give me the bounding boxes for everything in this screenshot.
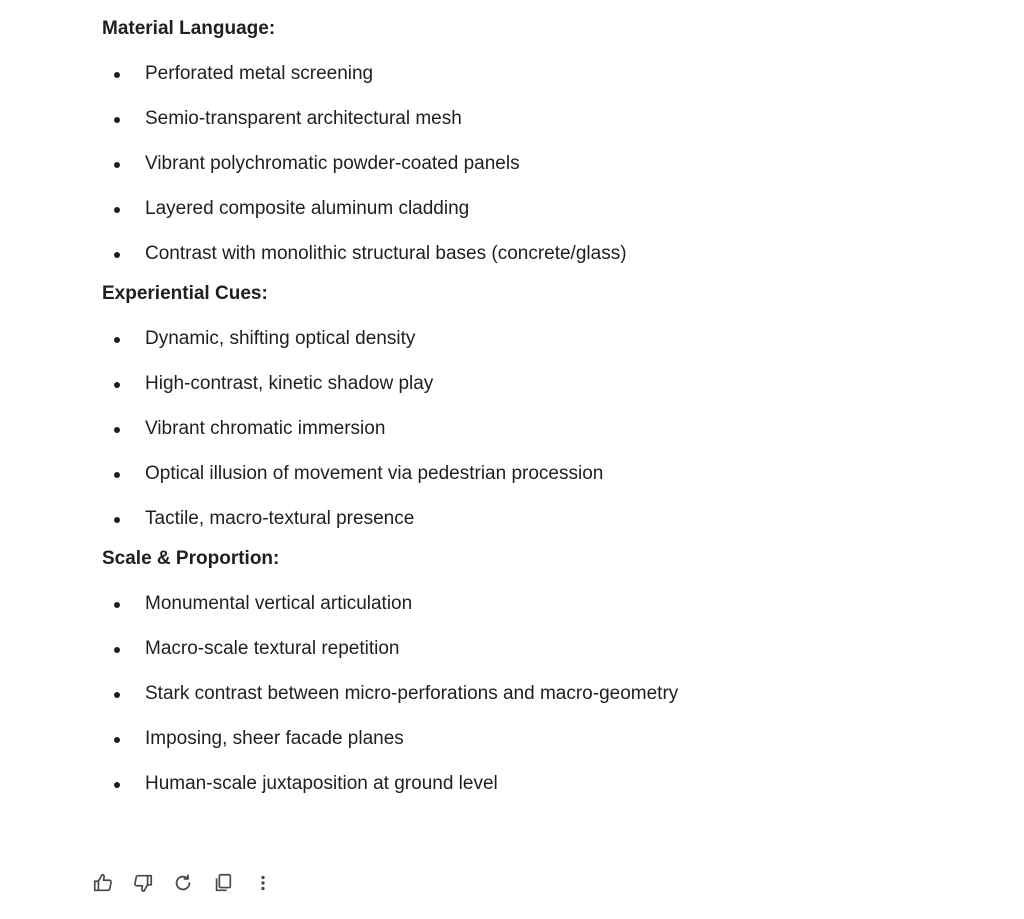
- section-heading: Scale & Proportion:: [102, 548, 280, 569]
- list-item-text: Vibrant chromatic immersion: [145, 418, 386, 439]
- list-item-text: High-contrast, kinetic shadow play: [145, 373, 434, 394]
- bullet-dot: [114, 692, 120, 698]
- thumbs-down-icon: [132, 872, 154, 894]
- list-item: [102, 224, 982, 269]
- list-item-text: Human-scale juxtaposition at ground level: [145, 773, 498, 794]
- bullet-list: [102, 44, 982, 269]
- list-item: [102, 489, 982, 534]
- bullet-dot: [114, 337, 120, 343]
- bullet-dot: [114, 737, 120, 743]
- section-scale-proportion: [102, 544, 982, 799]
- list-item-text: Tactile, macro-textural presence: [145, 508, 415, 529]
- list-item-text: Vibrant polychromatic powder-coated panels: [145, 153, 520, 174]
- bullet-dot: [114, 647, 120, 653]
- bullet-list: [102, 309, 982, 534]
- section-material-language: [102, 14, 982, 269]
- bullet-dot: [114, 427, 120, 433]
- list-item: [102, 399, 982, 444]
- response-actions-toolbar: [90, 870, 290, 896]
- list-item: [102, 619, 982, 664]
- list-item: [102, 309, 982, 354]
- bullet-dot: [114, 382, 120, 388]
- thumbs-up-icon: [92, 872, 114, 894]
- list-item-text: Optical illusion of movement via pedestrian procession: [145, 463, 604, 484]
- list-item-text: Dynamic, shifting optical density: [145, 328, 416, 349]
- list-item-text: Monumental vertical articulation: [145, 593, 413, 614]
- list-item-text: Imposing, sheer facade planes: [145, 728, 404, 749]
- bullet-dot: [114, 162, 120, 168]
- list-item: [102, 754, 982, 799]
- more-options-icon: [252, 872, 274, 894]
- more-options-button[interactable]: [250, 870, 276, 896]
- list-item-text: Stark contrast between micro-perforations and macro-geometry: [145, 683, 679, 704]
- list-item: [102, 709, 982, 754]
- copy-button[interactable]: [210, 870, 236, 896]
- list-item: [102, 444, 982, 489]
- good-response-button[interactable]: [90, 870, 116, 896]
- copy-icon: [212, 872, 234, 894]
- list-item: [102, 134, 982, 179]
- section-experiential-cues: [102, 279, 982, 534]
- list-item: [102, 179, 982, 224]
- bullet-dot: [114, 117, 120, 123]
- list-item-text: Contrast with monolithic structural bases (concrete/glass): [145, 243, 627, 264]
- list-item: [102, 44, 982, 89]
- list-item-text: Layered composite aluminum cladding: [145, 198, 470, 219]
- bullet-dot: [114, 782, 120, 788]
- list-item: [102, 574, 982, 619]
- bullet-dot: [114, 207, 120, 213]
- section-heading: Experiential Cues:: [102, 283, 268, 304]
- list-item: [102, 354, 982, 399]
- response-content: [102, 14, 982, 799]
- section-heading: Material Language:: [102, 18, 276, 39]
- list-item-text: Semio-transparent architectural mesh: [145, 108, 462, 129]
- list-item-text: Perforated metal screening: [145, 63, 374, 84]
- list-item-text: Macro-scale textural repetition: [145, 638, 400, 659]
- list-item: [102, 89, 982, 134]
- bullet-dot: [114, 252, 120, 258]
- regenerate-button[interactable]: [170, 870, 196, 896]
- bullet-list: [102, 574, 982, 799]
- bullet-dot: [114, 72, 120, 78]
- bullet-dot: [114, 602, 120, 608]
- bullet-dot: [114, 517, 120, 523]
- bad-response-button[interactable]: [130, 870, 156, 896]
- list-item: [102, 664, 982, 709]
- regenerate-icon: [172, 872, 194, 894]
- bullet-dot: [114, 472, 120, 478]
